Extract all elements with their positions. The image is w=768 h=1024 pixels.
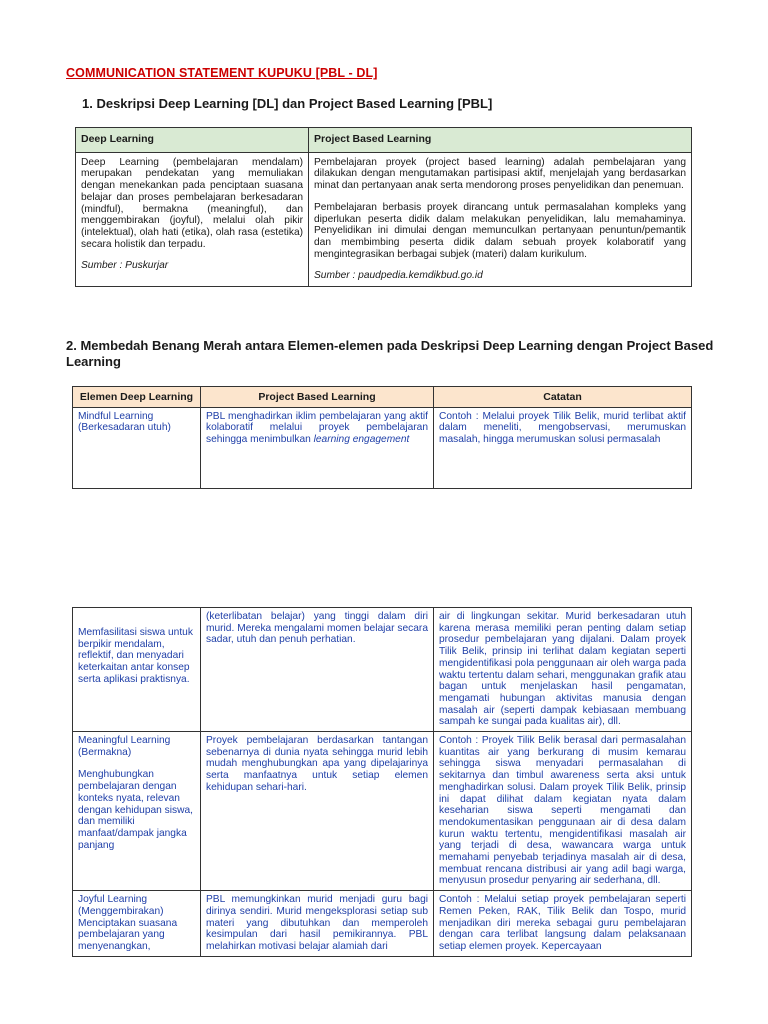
pbl-joyful: PBL memungkinkan murid menjadi guru bagi dirinya sendiri. Murid mengeksplorasi setiap sub materi yang dibutuhkan dan memperoleh kesimpulan dari hasil pemikirannya. PBL melahirkan motivasi belajar alamiah dari bbox=[201, 891, 434, 957]
table-row bbox=[73, 732, 692, 891]
catatan-joyful: Contoh : Melalui setiap proyek pembelajaran seperti Remen Peken, RAK, Tilik Belik dan Tospo, murid menjadikan diri mereka sebagai guru pembelajaran dengan cara terlibat langsung dalam pelaksanaan setiap elemen proyek. Kepercayaan bbox=[434, 891, 692, 957]
table-row bbox=[73, 891, 692, 957]
header-elemen: Elemen Deep Learning bbox=[73, 387, 201, 408]
pbl-mindful-term: learning engagement bbox=[313, 434, 410, 446]
table-row bbox=[73, 407, 692, 488]
catatan-mindful-continued: air di lingkungan sekitar. Murid berkesadaran utuh karena merasa memiliki peran penting dalam setiap prosedur pembelajaran yang dijalani. Dalam proyek Tilik Belik, prinsip ini terlihat dalam kegiatan seperti mengidentifikasi pola penggunaan air oleh warga pada waktu tertentu dalam sehari, menggunakan grafik atau bagan untuk menjelaskan hasil pengamatan, mengamati hubungan aktivitas manusia dengan masalah air (seperti dampak kebiasaan membuang sampah ke sungai pada kualitas air), dll. bbox=[434, 608, 692, 732]
table-row bbox=[73, 608, 692, 732]
elemen-meaningful-desc: Menghubungkan pembelajaran dengan konteks nyata, relevan dengan kehidupan siswa, dan memiliki manfaat/dampak jangka panjang bbox=[78, 769, 193, 851]
pbl-description-2: Pembelajaran berbasis proyek dirancang untuk permasalahan kompleks yang diperlukan peserta didik dalam melakukan penyelidikan, lalu memahaminya. Penyelidikan ini dimulai dengan memunculkan pertanyaan penuntun/pemantik dan membimbing peserta didik dalam sebuah proyek kolaboratif yang mengintegrasikan berbagai subjek (materi) dalam kurikulum. bbox=[314, 201, 686, 260]
header-project-based-learning: Project Based Learning bbox=[309, 128, 692, 153]
catatan-meaningful: Contoh : Proyek Tilik Belik berasal dari permasalahan kuantitas air yang berkurang di musim kemarau sehingga siswa menyadari permasalahan di sekitarnya dan timbul awareness serta aksi untuk menghadirkan solusi. Dalam proyek Tilik Belik, prinsip ini dapat dilihat dalam kegiatan nyata dalam keseharian siswa seperti mengamati dan mendokumentasikan penggunaan air di desa dalam kurun waktu tertentu, mengidentifikasi masalah air yang terjadi di desa, wawancara warga untuk memahami penyebab terjadinya masalah air di desa, membuat rencana distribusi air yang adil bagi warga, menyusun prosedur penyaring air sederhana, dll. bbox=[434, 732, 692, 891]
element-mapping-table bbox=[72, 386, 692, 489]
header-pbl: Project Based Learning bbox=[201, 387, 434, 408]
pbl-cell bbox=[309, 152, 692, 286]
deep-learning-source: Sumber : Puskurjar bbox=[81, 260, 169, 272]
element-mapping-table-continued bbox=[72, 607, 692, 957]
deep-learning-description: Deep Learning (pembelajaran mendalam) merupakan pendekatan yang memuliakan dengan menekankan pada penciptaan suasana belajar dan proses pembelajaran berkesadaran (mindful), bermakna (meaningful), dan menggembirakan (joyful), melalui olah pikir (intelektual), olah hati (etika), olah rasa (estetika) secara holistik dan terpadu. bbox=[81, 156, 303, 250]
pbl-mindful-continued: (keterlibatan belajar) yang tinggi dalam diri murid. Mereka mengalami momen belajar secara sadar, utuh dan penuh perhatian. bbox=[201, 608, 434, 732]
pbl-mindful bbox=[201, 407, 434, 488]
elemen-joyful-title: Joyful Learning (Menggembirakan) bbox=[78, 894, 164, 917]
pbl-mindful-text: PBL menghadirkan iklim pembelajaran yang aktif kolaboratif melalui proyek pembelajaran sehingga menimbulkan bbox=[206, 410, 428, 446]
header-catatan: Catatan bbox=[434, 387, 692, 408]
section-1-heading: 1. Deskripsi Deep Learning [DL] dan Project Based Learning [PBL] bbox=[82, 96, 493, 111]
deep-learning-cell bbox=[76, 152, 309, 286]
elemen-joyful bbox=[73, 891, 201, 957]
pbl-source: Sumber : paudpedia.kemdikbud.go.id bbox=[314, 270, 483, 282]
elemen-meaningful-title: Meaningful Learning (Bermakna) bbox=[78, 735, 171, 758]
pbl-description-1: Pembelajaran proyek (project based learning) adalah pembelajaran yang dilakukan dengan mengutamakan partisipasi aktif, menjelajah yang berdasarkan minat dan pertanyaan anak serta mendorong proses penyelidikan dan penemuan. bbox=[314, 156, 686, 192]
description-table bbox=[75, 127, 692, 287]
elemen-mindful-desc: Memfasilitasi siswa untuk berpikir mendalam, reflektif, dan menyadari keterkaitan antar konsep serta aplikasi praktisnya. bbox=[73, 608, 201, 732]
document-title: COMMUNICATION STATEMENT KUPUKU [PBL - DL] bbox=[66, 66, 378, 80]
elemen-mindful: Mindful Learning (Berkesadaran utuh) bbox=[73, 407, 201, 488]
elemen-meaningful bbox=[73, 732, 201, 891]
catatan-mindful: Contoh : Melalui proyek Tilik Belik, murid terlibat aktif dalam meneliti, mengobservasi, merumuskan masalah, hingga merumuskan solusi permasalah bbox=[434, 407, 692, 488]
header-deep-learning: Deep Learning bbox=[76, 128, 309, 153]
pbl-meaningful: Proyek pembelajaran berdasarkan tantangan sebenarnya di dunia nyata sehingga murid lebih mudah menghubungkan apa yang dipelajarinya serta manfaatnya untuk setiap elemen kehidupan sehari-hari. bbox=[201, 732, 434, 891]
section-2-heading: 2. Membedah Benang Merah antara Elemen-elemen pada Deskripsi Deep Learning dengan Project Based Learning bbox=[66, 338, 714, 369]
elemen-joyful-desc: Menciptakan suasana pembelajaran yang menyenangkan, bbox=[78, 917, 178, 952]
